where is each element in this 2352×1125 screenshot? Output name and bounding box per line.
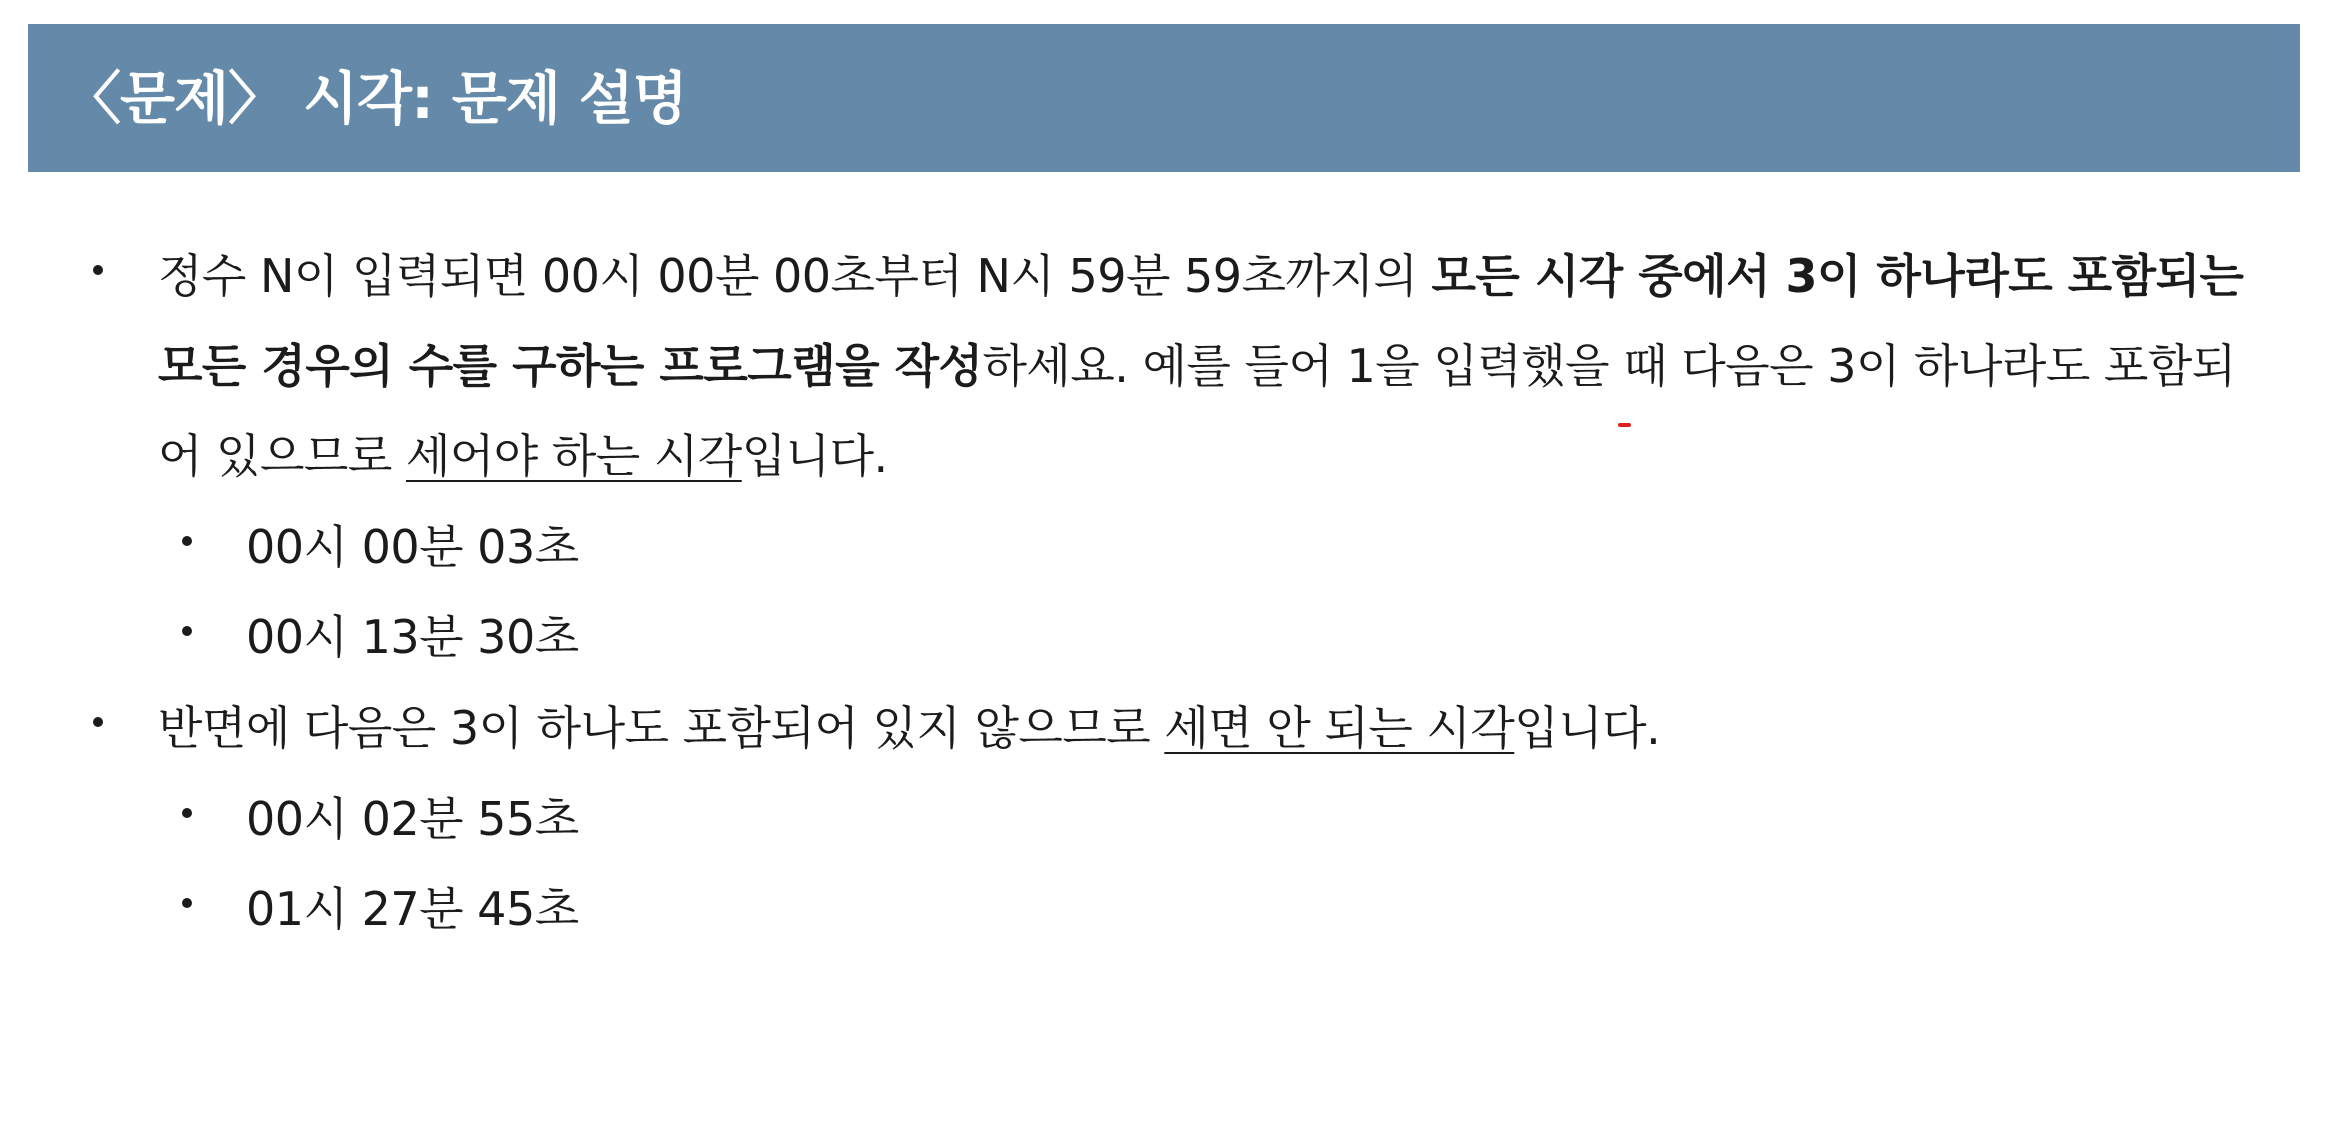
bullet-dot [93, 717, 103, 727]
bullet1-line2-text: 하세요. 예를 들어 1을 입력했을 때 다음은 3이 하나라도 포함되 [982, 339, 2236, 393]
example-time-2: 00시 13분 30초 [246, 610, 579, 664]
bullet-dot [93, 265, 103, 275]
bullet2-text: 반면에 다음은 3이 하나도 포함되어 있지 않으므로 [158, 701, 1165, 755]
bullet1-underlined-phrase: 세어야 하는 시각 [405, 429, 742, 483]
counter-example-time-2: 01시 27분 45초 [246, 882, 579, 936]
bullet1-line3-tail: 입니다. [741, 429, 888, 483]
bullet1-line1-bold: 모든 시각 중에서 3이 하나라도 포함되는 [1431, 249, 2244, 303]
red-annotation-mark [1618, 423, 1631, 427]
sub-bullet-dot [182, 626, 192, 636]
bullet2-tail: 입니다. [1514, 701, 1661, 755]
bullet1-line2-bold: 모든 경우의 수를 구하는 프로그램을 작성 [158, 339, 983, 393]
counter-example-time-1: 00시 02분 55초 [246, 792, 579, 846]
bullet1-line1-text: 정수 N이 입력되면 00시 00분 00초부터 N시 59분 59초까지의 [158, 249, 1432, 303]
bullet1-line3-text: 어 있으므로 [158, 429, 406, 483]
bullet2-line1 [158, 692, 1660, 758]
slide-title: 〈문제〉 시각: 문제 설명 [64, 66, 687, 132]
bullet1-line3 [158, 420, 888, 486]
sub-bullet-dot [182, 898, 192, 908]
example-time-1: 00시 00분 03초 [246, 520, 579, 574]
sub-bullet-dot [182, 536, 192, 546]
sub-bullet-dot [182, 808, 192, 818]
bullet1-line1 [158, 240, 2244, 306]
bullet2-underlined-phrase: 세면 안 되는 시각 [1164, 701, 1515, 755]
bullet1-line2 [158, 330, 2236, 396]
